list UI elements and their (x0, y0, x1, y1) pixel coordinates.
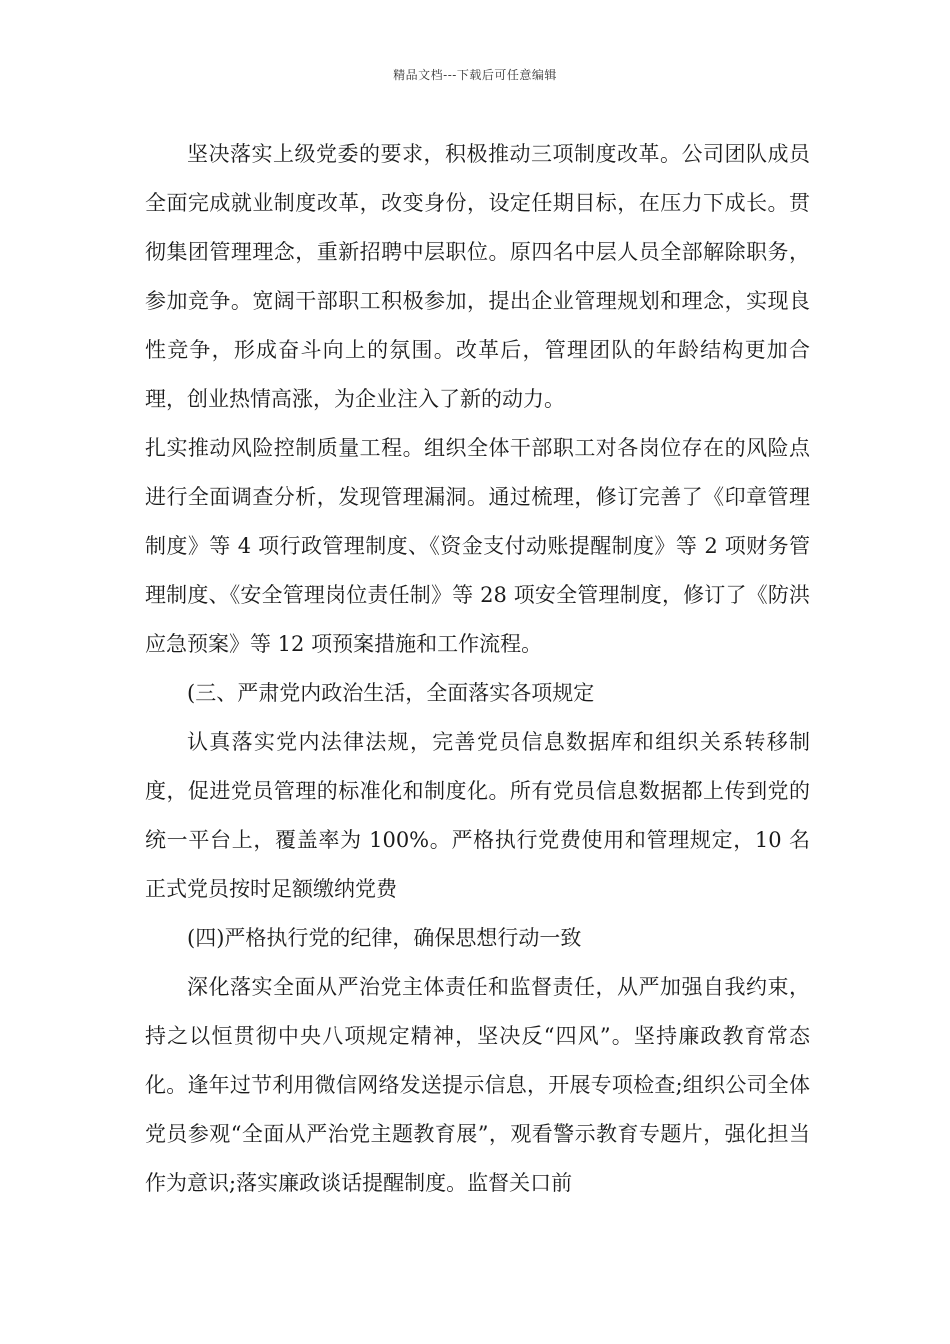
paragraph-party-rules: 认真落实党内法律法规，完善党员信息数据库和组织关系转移制度，促进党员管理的标准化和制度化。所有党员信息数据都上传到党的统一平台上，覆盖率为 100%。严格执行党费使用和管理规定，10 名正式党员按时足额缴纳党费 (145, 730, 810, 901)
section-heading-four: (四)严格执行党的纪律，确保思想行动一致 (187, 926, 582, 950)
page-header: 精品文档---下载后可任意编辑 (393, 68, 557, 82)
paragraph-risk-control: 扎实推动风险控制质量工程。组织全体干部职工对各岗位存在的风险点进行全面调查分析，发现管理漏洞。通过梳理，修订完善了《印章管理制度》等 4 项行政管理制度、《资金支付动账提醒制度》等 2 项财务管理制度、《安全管理岗位责任制》等 28 项安全管理制度，修订了《防洪应急预案》等 12 项预案措施和工作流程。 (145, 436, 810, 656)
paragraph-discipline: 深化落实全面从严治党主体责任和监督责任，从严加强自我约束，持之以恒贯彻中央八项规定精神，坚决反“四风”。坚持廉政教育常态化。逢年过节利用微信网络发送提示信息，开展专项检查;组织公司全体党员参观“全面从严治党主题教育展”，观看警示教育专题片，强化担当作为意识;落实廉政谈话提醒制度。监督关口前 (145, 975, 810, 1195)
document-body (145, 130, 810, 1208)
paragraph-reform: 坚决落实上级党委的要求，积极推动三项制度改革。公司团队成员全面完成就业制度改革，改变身份，设定任期目标，在压力下成长。贯彻集团管理理念，重新招聘中层职位。原四名中层人员全部解除职务，参加竞争。宽阔干部职工积极参加，提出企业管理规划和理念，实现良性竞争，形成奋斗向上的氛围。改革后，管理团队的年龄结构更加合理，创业热情高涨，为企业注入了新的动力。 (145, 142, 810, 411)
section-heading-three: (三、严肃党内政治生活，全面落实各项规定 (187, 681, 595, 705)
